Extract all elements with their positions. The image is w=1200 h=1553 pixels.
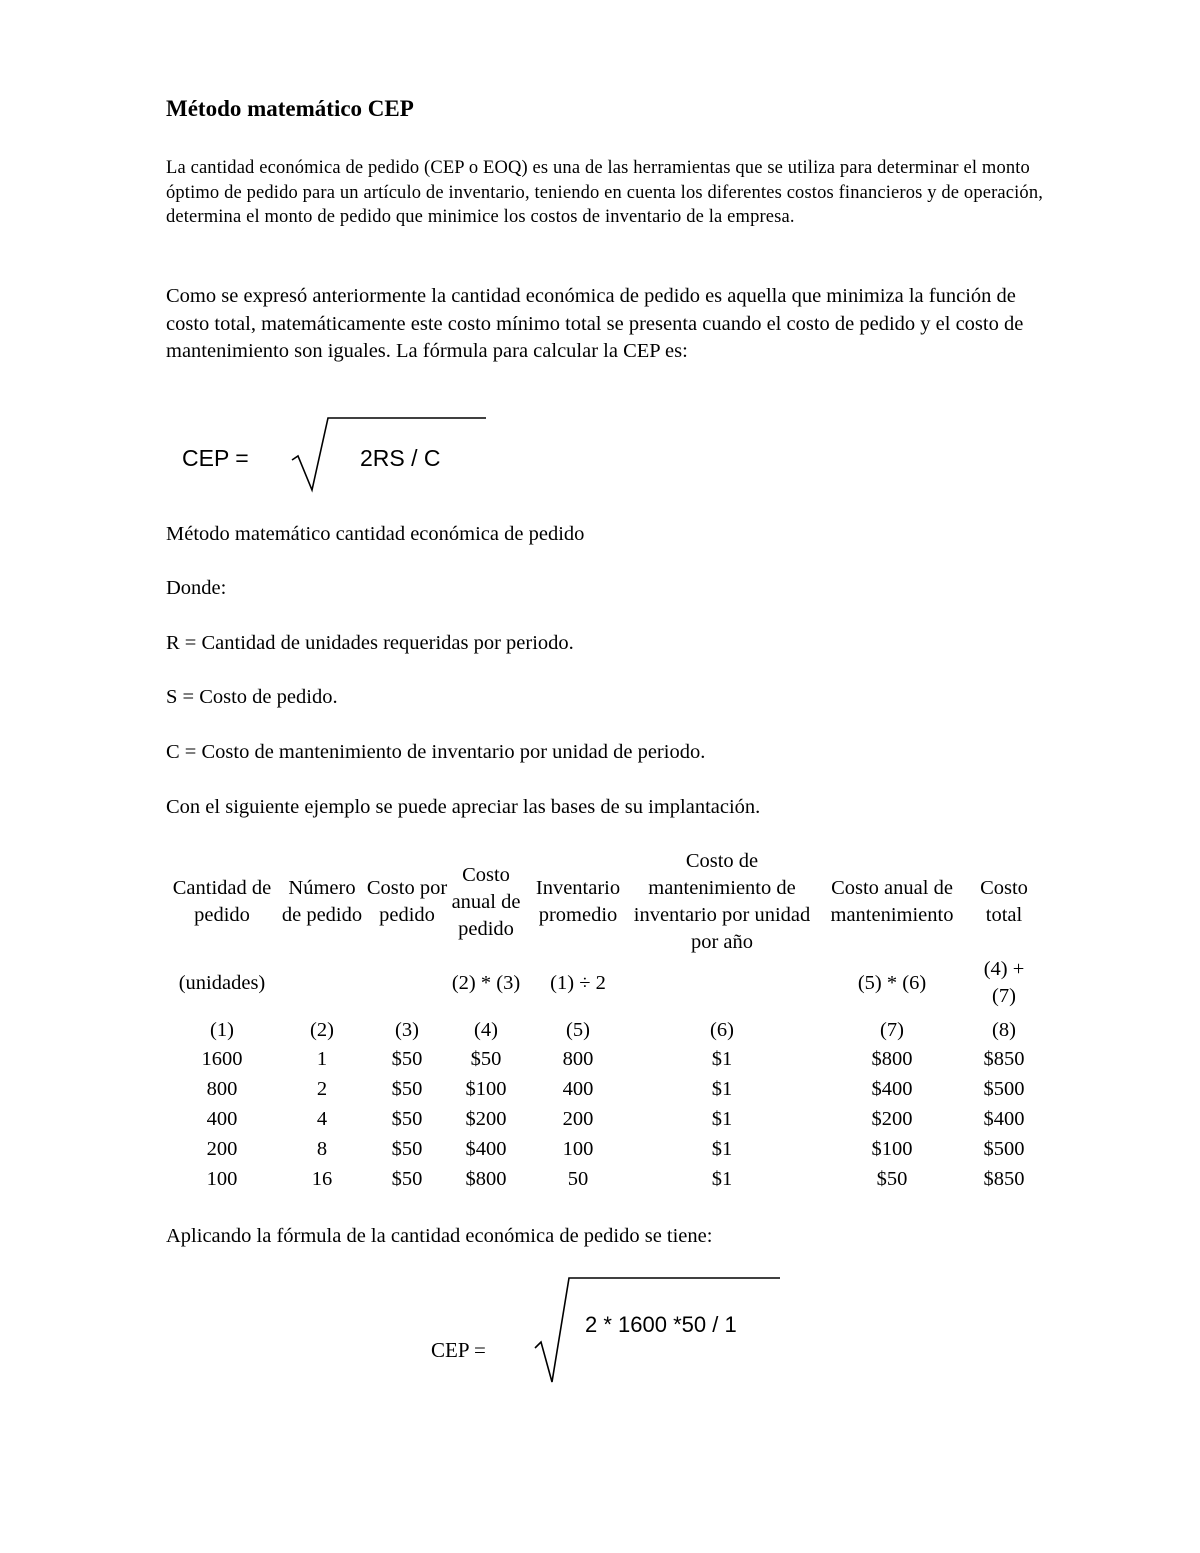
table-cell: $1 bbox=[711, 1137, 733, 1160]
formula-lhs: CEP = bbox=[182, 445, 249, 471]
table-cell: $500 bbox=[983, 1137, 1025, 1160]
table-cell: $1 bbox=[711, 1047, 733, 1070]
table-cell: 200 bbox=[206, 1137, 238, 1160]
table-cell: 16 bbox=[311, 1167, 333, 1190]
column-number-cell: (8) bbox=[992, 1019, 1016, 1041]
table-cell: $50 bbox=[391, 1047, 423, 1070]
subheader-cell: (4) + (7) bbox=[983, 958, 1025, 1007]
intro-paragraph: La cantidad económica de pedido (CEP o EOQ) es una de las herramientas que se utiliza para determinar el monto óptimo de pedido para un artículo de inventario, teniendo en cuenta los diferentes costos financieros y de operación, determina el monto de pedido que minimice los costos de inventario de la empresa. bbox=[166, 158, 1043, 227]
header-cell: Costo anual de pedido bbox=[451, 863, 521, 940]
table-cell: $50 bbox=[470, 1047, 502, 1070]
header-cell: Costo por pedido bbox=[366, 877, 448, 926]
header-cell: Inventario promedio bbox=[535, 877, 621, 926]
table-cell: 1 bbox=[316, 1047, 328, 1070]
table-cell: 4 bbox=[316, 1107, 328, 1130]
column-number-cell: (6) bbox=[710, 1019, 734, 1041]
formula-caption: Método matemático cantidad económica de pedido bbox=[166, 523, 585, 545]
table-cell: $50 bbox=[391, 1167, 423, 1190]
table-cell: $100 bbox=[465, 1077, 507, 1100]
formula-radicand: 2 * 1600 *50 / 1 bbox=[585, 1312, 737, 1337]
definition-r: R = Cantidad de unidades requeridas por periodo. bbox=[166, 632, 574, 654]
column-number-cell: (2) bbox=[310, 1019, 334, 1041]
table-cell: 200 bbox=[562, 1107, 594, 1130]
header-cell: Cantidad de pedido bbox=[172, 877, 272, 926]
table-cell: $1 bbox=[711, 1077, 733, 1100]
header-cell: Costo anual de mantenimiento bbox=[830, 877, 954, 926]
table-cell: $100 bbox=[871, 1137, 913, 1160]
page-title: Método matemático CEP bbox=[166, 96, 414, 121]
table-cell: 800 bbox=[206, 1077, 238, 1100]
formula-radicand: 2RS / C bbox=[360, 445, 441, 471]
subheader-cell: (5) * (6) bbox=[857, 971, 927, 994]
donde-label: Donde: bbox=[166, 577, 227, 599]
table-cell: $800 bbox=[465, 1167, 507, 1190]
table-cell: 100 bbox=[206, 1167, 238, 1190]
table-cell: $400 bbox=[465, 1137, 507, 1160]
header-cell: Costo de mantenimiento de inventario por unidad por año bbox=[633, 850, 811, 953]
column-number-cell: (3) bbox=[395, 1019, 419, 1041]
formula-explanation-paragraph: Como se expresó anteriormente la cantidad económica de pedido es aquella que minimiza la función de costo total, matemáticamente este costo mínimo total se presenta cuando el costo de pedido y el costo de mantenimiento son iguales. La fórmula para calcular la CEP es: bbox=[166, 285, 1024, 362]
table-cell: $500 bbox=[983, 1077, 1025, 1100]
subheader-cell: (2) * (3) bbox=[451, 971, 521, 994]
table-cell: 8 bbox=[316, 1137, 328, 1160]
table-cell: $50 bbox=[391, 1077, 423, 1100]
table-cell: $50 bbox=[876, 1167, 908, 1190]
example-intro: Con el siguiente ejemplo se puede apreciar las bases de su implantación. bbox=[166, 796, 761, 818]
column-number-cell: (4) bbox=[474, 1019, 498, 1041]
applying-formula-text: Aplicando la fórmula de la cantidad económica de pedido se tiene: bbox=[166, 1225, 713, 1247]
table-cell: $200 bbox=[465, 1107, 507, 1130]
table-cell: $50 bbox=[391, 1107, 423, 1130]
header-cell: Número de pedido bbox=[281, 877, 363, 926]
table-cell: $400 bbox=[871, 1077, 913, 1100]
table-cell: 100 bbox=[562, 1137, 594, 1160]
table-cell: $1 bbox=[711, 1107, 733, 1130]
column-number-cell: (7) bbox=[880, 1019, 904, 1041]
column-number-cell: (1) bbox=[210, 1019, 234, 1041]
table-cell: 2 bbox=[316, 1077, 328, 1100]
definition-c: C = Costo de mantenimiento de inventario por unidad de periodo. bbox=[166, 741, 706, 763]
table-cell: $400 bbox=[983, 1107, 1025, 1130]
table-cell: $850 bbox=[983, 1047, 1025, 1070]
table-cell: $1 bbox=[711, 1167, 733, 1190]
table-cell: 1600 bbox=[201, 1047, 243, 1070]
table-cell: $200 bbox=[871, 1107, 913, 1130]
table-cell: 800 bbox=[562, 1047, 594, 1070]
subheader-cell: (unidades) bbox=[178, 971, 266, 994]
header-cell: Costo total bbox=[980, 877, 1028, 926]
subheader-cell: (1) ÷ 2 bbox=[550, 971, 606, 994]
table-cell: 400 bbox=[562, 1077, 594, 1100]
table-cell: $850 bbox=[983, 1167, 1025, 1190]
column-number-cell: (5) bbox=[566, 1019, 590, 1041]
table-cell: 50 bbox=[567, 1167, 589, 1190]
formula-lhs: CEP = bbox=[431, 1338, 486, 1362]
table-cell: 400 bbox=[206, 1107, 238, 1130]
definition-s: S = Costo de pedido. bbox=[166, 686, 338, 708]
table-cell: $800 bbox=[871, 1047, 913, 1070]
table-cell: $50 bbox=[391, 1137, 423, 1160]
